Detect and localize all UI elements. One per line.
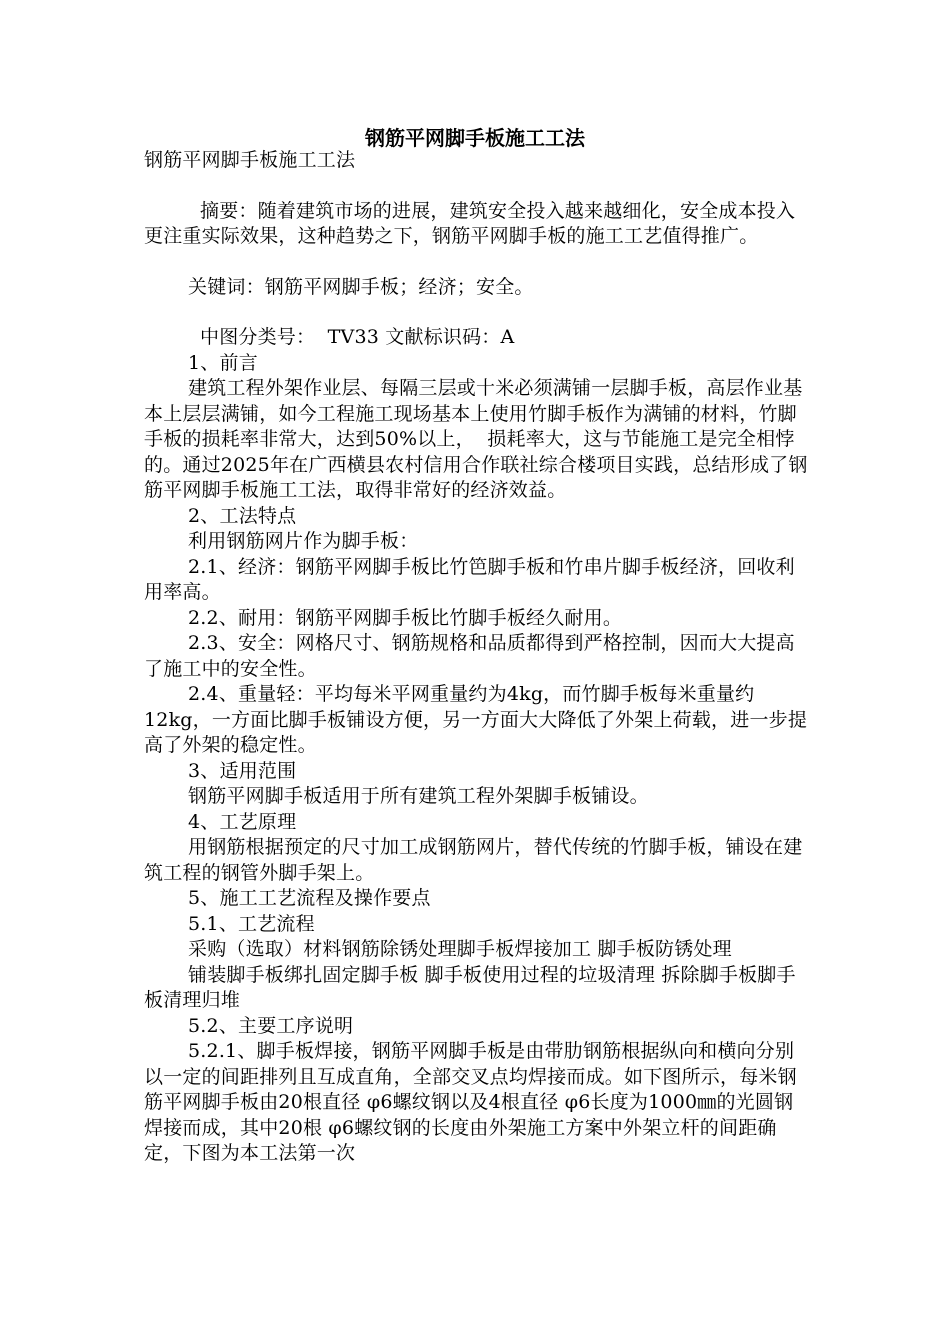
body-paragraph: 2.2、耐用：钢筋平网脚手板比竹脚手板经久耐用。 [188, 606, 623, 629]
body-paragraph: 采购（选取）材料钢筋除锈处理脚手板焊接加工 脚手板防锈处理 [188, 938, 732, 960]
body-paragraph: 2.4、重量轻：平均每米平网重量约为4kg，而竹脚手板每米重量约12kg，一方面比脚手板铺设方便，另一方面大大降低了外架上荷载，进一步提高了外架的稳定性。 [144, 683, 808, 756]
abstract-paragraph: 摘要：随着建筑市场的进展，建筑安全投入越来越细化，安全成本投入更注重实际效果，这种趋势之下，钢筋平网脚手板的施工工艺值得推广。 [144, 199, 796, 247]
body-paragraph: 钢筋平网脚手板适用于所有建筑工程外架脚手板铺设。 [188, 785, 649, 807]
section-heading: 3、适用范围 [188, 759, 297, 782]
body-paragraph: 铺装脚手板绑扎固定脚手板 脚手板使用过程的垃圾清理 拆除脚手板脚手板清理归堆 [144, 963, 796, 1011]
body-paragraph: 建筑工程外架作业层、每隔三层或十米必须满铺一层脚手板，高层作业基本上层层满铺，如今工程施工现场基本上使用竹脚手板作为满铺的材料，竹脚手板的损耗率非常大，达到50%以上， 损耗率大，这与节能施工是完全相悖的。通过2025年在广西横县农村信用合作联社综合楼项目实践，总结形成了钢筋平网脚手板施工工法，取得非常好的经济效益。 [144, 377, 808, 501]
body-paragraph: 2.3、安全：网格尺寸、钢筋规格和品质都得到严格控制，因而大大提高了施工中的安全性。 [144, 632, 795, 680]
subsection-heading: 5.2、主要工序说明 [188, 1014, 354, 1037]
keywords-paragraph: 关键词：钢筋平网脚手板；经济；安全。 [188, 275, 534, 298]
section-heading: 4、工艺原理 [188, 810, 297, 833]
body-paragraph: 5.2.1、脚手板焊接，钢筋平网脚手板是由带肋钢筋根据纵向和横向分别以一定的间距排列且互成直角，全部交叉点均焊接而成。如下图所示，每米钢筋平网脚手板由20根直径 φ6螺纹钢以及4根直径 φ6长度为1000㎜的光圆钢焊接而成，其中20根 φ6螺纹钢的长度由外架施工方案中外架立杆的间距确定，下图为本工法第一次 [144, 1040, 797, 1164]
subsection-heading: 5.1、工艺流程 [188, 912, 315, 935]
body-paragraph: 用钢筋根据预定的尺寸加工成钢筋网片，替代传统的竹脚手板，铺设在建筑工程的钢管外脚手架上。 [144, 836, 803, 884]
section-heading: 1、前言 [188, 351, 258, 374]
body-paragraph: 利用钢筋网片作为脚手板： [188, 530, 419, 552]
document-title: 钢筋平网脚手板施工工法 [365, 126, 585, 150]
document-subtitle: 钢筋平网脚手板施工工法 [144, 149, 356, 171]
document-body [144, 148, 812, 1167]
body-paragraph: 2.1、经济：钢筋平网脚手板比竹笆脚手板和竹串片脚手板经济，回收利用率高。 [144, 555, 795, 603]
section-heading: 5、施工工艺流程及操作要点 [188, 887, 431, 909]
section-heading: 2、工法特点 [188, 504, 297, 527]
classification-paragraph: 中图分类号： TV33 文献标识码：A [200, 326, 515, 348]
